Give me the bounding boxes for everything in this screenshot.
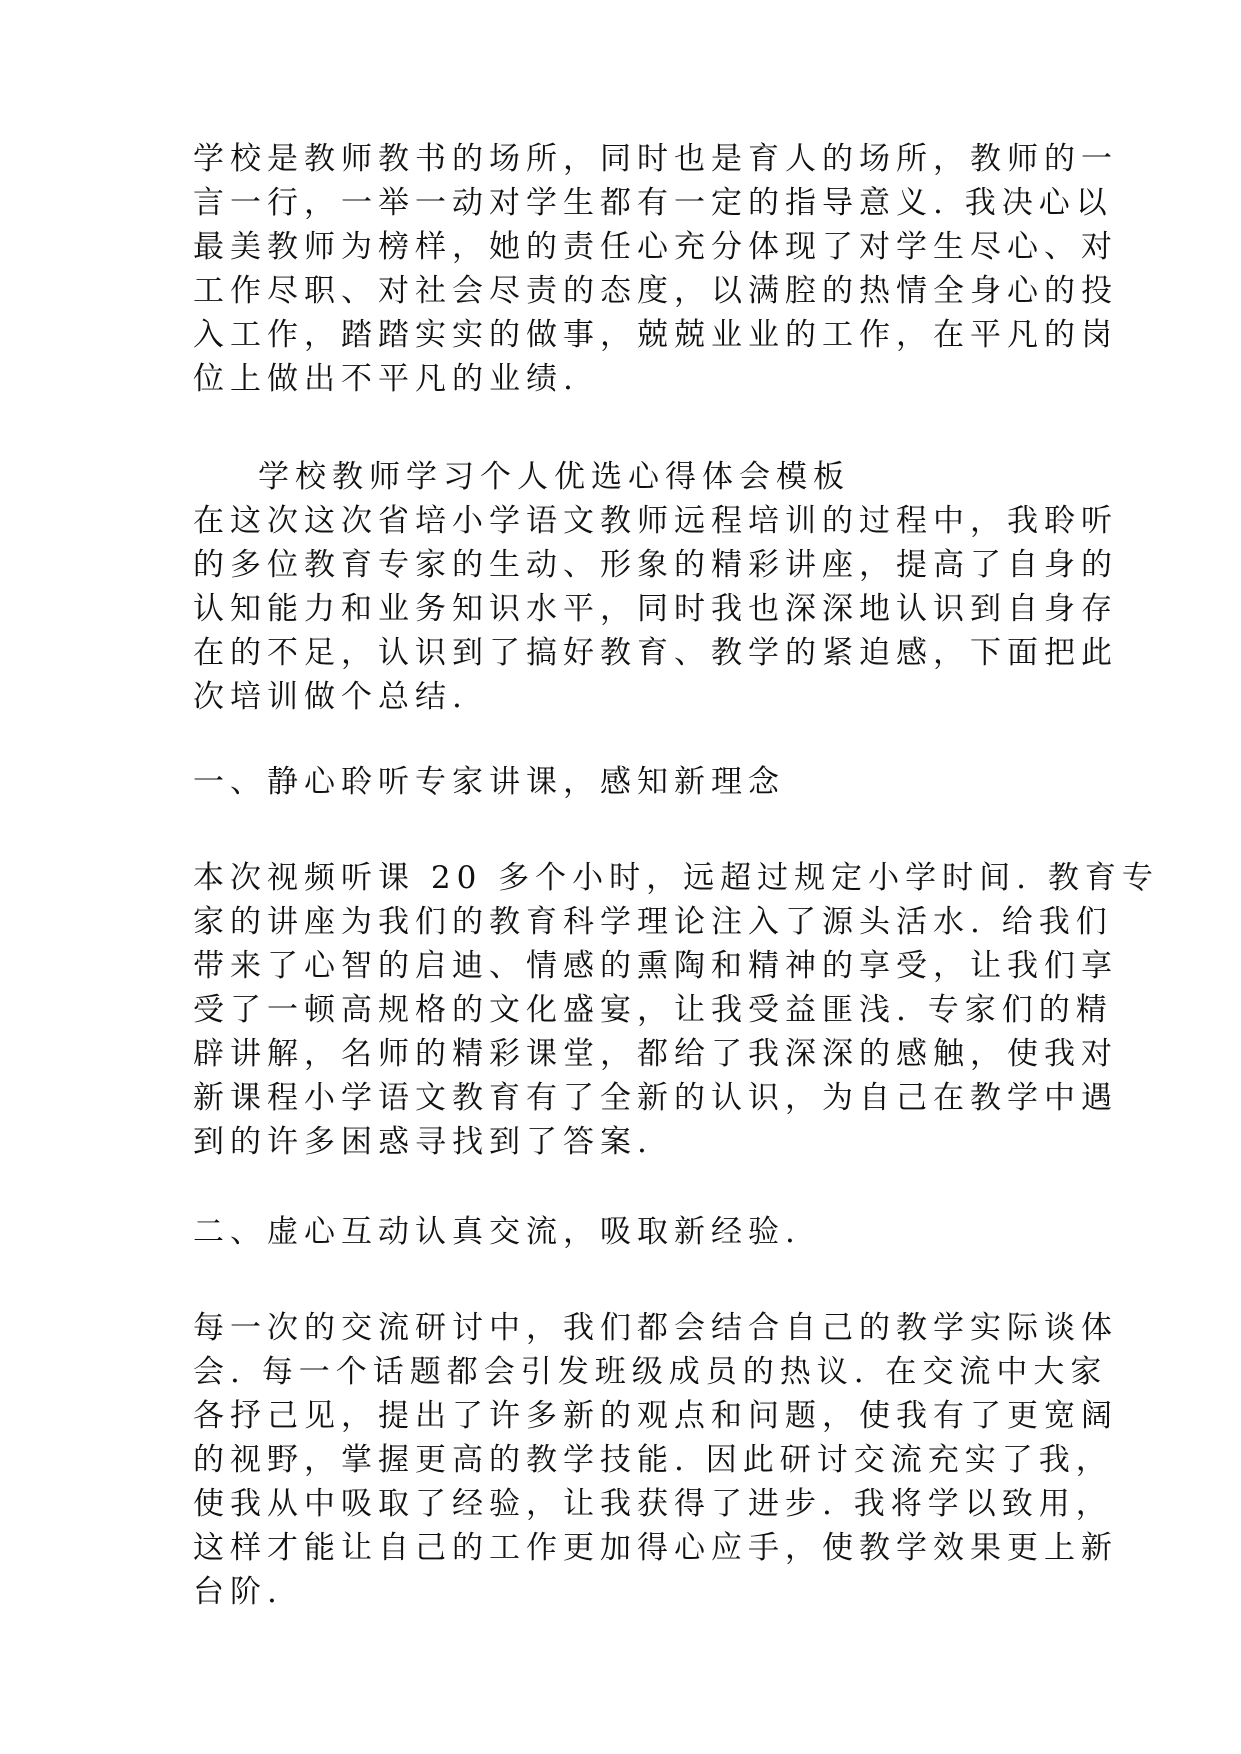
paragraph-3-line-4: 受了一顿高规格的文化盛宴，让我受益匪浅. 专家们的精 — [193, 992, 1113, 1028]
paragraph-2-line-4: 在的不足，认识到了搞好教育、教学的紧迫感，下面把此 — [193, 635, 1118, 671]
paragraph-4-line-6: 这样才能让自己的工作更加得心应手，使教学效果更上新 — [193, 1530, 1118, 1566]
paragraph-2-line-1: 在这次这次省培小学语文教师远程培训的过程中，我聆听 — [193, 503, 1118, 539]
paragraph-3-line-1: 本次视频听课 20 多个小时，远超过规定小学时间. 教育专 — [193, 860, 1159, 896]
paragraph-1-line-5: 入工作，踏踏实实的做事，兢兢业业的工作，在平凡的岗 — [193, 317, 1118, 353]
paragraph-3-line-5: 辟讲解，名师的精彩课堂，都给了我深深的感触，使我对 — [193, 1036, 1118, 1072]
paragraph-1-line-2: 言一行，一举一动对学生都有一定的指导意义. 我决心以 — [193, 185, 1113, 221]
section-heading-2: 二、虚心互动认真交流，吸取新经验. — [193, 1214, 801, 1250]
paragraph-2-line-5: 次培训做个总结. — [193, 679, 468, 715]
paragraph-4-line-1: 每一次的交流研讨中，我们都会结合自己的教学实际谈体 — [193, 1310, 1118, 1346]
paragraph-3-line-2: 家的讲座为我们的教育科学理论注入了源头活水. 给我们 — [193, 904, 1113, 940]
paragraph-4-line-7: 台阶. — [193, 1574, 283, 1610]
paragraph-1-line-1: 学校是教师教书的场所，同时也是育人的场所，教师的一 — [193, 141, 1118, 177]
paragraph-2-line-3: 认知能力和业务知识水平，同时我也深深地认识到自身存 — [193, 591, 1118, 627]
paragraph-2-line-2: 的多位教育专家的生动、形象的精彩讲座，提高了自身的 — [193, 547, 1118, 583]
paragraph-1-line-6: 位上做出不平凡的业绩. — [193, 361, 579, 397]
paragraph-1-line-3: 最美教师为榜样，她的责任心充分体现了对学生尽心、对 — [193, 229, 1118, 265]
paragraph-3-line-3: 带来了心智的启迪、情感的熏陶和精神的享受，让我们享 — [193, 948, 1118, 984]
document-title: 学校教师学习个人优选心得体会模板 — [258, 459, 850, 495]
paragraph-3-line-7: 到的许多困惑寻找到了答案. — [193, 1124, 653, 1160]
paragraph-1-line-4: 工作尽职、对社会尽责的态度，以满腔的热情全身心的投 — [193, 273, 1118, 309]
paragraph-4-line-5: 使我从中吸取了经验，让我获得了进步. 我将学以致用， — [193, 1486, 1113, 1522]
section-heading-1: 一、静心聆听专家讲课，感知新理念 — [193, 764, 785, 800]
paragraph-3-line-6: 新课程小学语文教育有了全新的认识，为自己在教学中遇 — [193, 1080, 1118, 1116]
paragraph-4-line-2: 会. 每一个话题都会引发班级成员的热议. 在交流中大家 — [193, 1354, 1108, 1390]
paragraph-4-line-4: 的视野，掌握更高的教学技能. 因此研讨交流充实了我， — [193, 1442, 1113, 1478]
paragraph-4-line-3: 各抒己见，提出了许多新的观点和问题，使我有了更宽阔 — [193, 1398, 1118, 1434]
